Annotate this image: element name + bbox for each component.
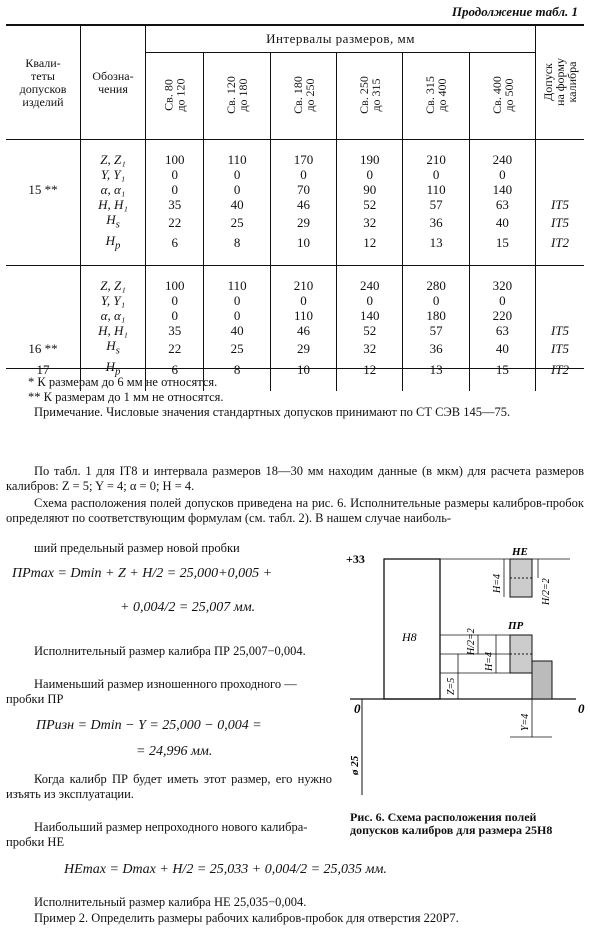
label-plus33: +33: [346, 552, 365, 566]
tolerance-cell: [536, 182, 584, 197]
tolerance-cell: [536, 167, 584, 182]
value-cell: 36: [403, 338, 469, 359]
designation-cell: H, H₁: [81, 197, 146, 212]
value-cell: 110: [204, 278, 270, 293]
col-quality-text: Квали- теты допусков изделий: [19, 55, 67, 109]
value-cell: 90: [337, 182, 403, 197]
value-cell: 0: [469, 167, 535, 182]
value-cell: 320: [469, 278, 535, 293]
quality-cell: [6, 197, 81, 212]
interval-header-1: Св. 120 до 180: [204, 53, 270, 140]
value-cell: 40: [204, 197, 270, 212]
value-cell: 10: [270, 359, 336, 380]
paragraph-8: Пример 2. Определить размеры рабочих калибров-пробок для отверстия 220P7.: [34, 911, 459, 925]
tolerance-cell: [536, 293, 584, 308]
tolerance-cell: [536, 152, 584, 167]
value-cell: 220: [469, 308, 535, 323]
col-designation-header: [81, 25, 146, 140]
value-cell: 0: [270, 167, 336, 182]
col-designation-text: Обозна- чения: [92, 68, 134, 96]
value-cell: 0: [469, 293, 535, 308]
table-row: [6, 338, 584, 359]
formula-pr-worn-cont: = 24,996 мм.: [136, 744, 213, 759]
col-tolerance-text: Допуск на форму калибра: [541, 57, 580, 106]
label-y: Y=4: [520, 713, 531, 731]
value-cell: 140: [337, 308, 403, 323]
label-d25: ø 25: [349, 755, 361, 775]
value-cell: 70: [270, 182, 336, 197]
tolerance-table: [6, 24, 584, 391]
value-cell: 140: [469, 182, 535, 197]
he-field: [510, 559, 532, 597]
value-cell: 52: [337, 197, 403, 212]
value-cell: 29: [270, 212, 336, 233]
formula-he-max: HEmax = Dmax + H/2 = 25,033 + 0,004/2 = 25,035 мм.: [64, 862, 387, 877]
tolerance-cell: IT2: [551, 361, 570, 377]
value-cell: 110: [204, 152, 270, 167]
designation-cell: α, α₁: [81, 308, 146, 323]
table-row: [6, 308, 584, 323]
value-cell: 210: [270, 278, 336, 293]
value-cell: 40: [204, 323, 270, 338]
label-h8: H8: [402, 630, 417, 644]
quality-cell: [6, 293, 81, 308]
pr-field: [510, 635, 532, 673]
value-cell: 190: [337, 152, 403, 167]
continuation-label: Продолжение табл. 1: [451, 4, 578, 19]
value-cell: 110: [270, 308, 336, 323]
table-row: [6, 167, 584, 182]
quality-cell: [6, 308, 81, 323]
footnote-2: ** К размерам до 1 мм не относятся.: [28, 390, 224, 404]
value-cell: 52: [337, 323, 403, 338]
value-cell: 57: [403, 323, 469, 338]
value-cell: 0: [337, 167, 403, 182]
table-row: [6, 323, 584, 338]
paragraph-3: Исполнительный размер калибра ПР 25,007−0,004.: [34, 644, 306, 658]
value-cell: 13: [403, 233, 469, 254]
value-cell: 0: [204, 293, 270, 308]
paragraph-2-end: ший предельный размер новой пробки: [34, 541, 240, 555]
tolerance-diagram: [340, 545, 590, 807]
interval-header-2: Св. 180 до 250: [270, 53, 336, 140]
table-row: [6, 233, 584, 254]
designation-cell: Y, Y₁: [81, 293, 146, 308]
table-row: [6, 212, 584, 233]
value-cell: 0: [204, 182, 270, 197]
formula-pr-max-cont: + 0,004/2 = 25,007 мм.: [120, 600, 256, 615]
figure-caption: Рис. 6. Схема расположения полей допусков калибров для размера 25H8: [350, 810, 553, 837]
value-cell: 46: [270, 197, 336, 212]
label-pr-h2: H/2=2: [466, 628, 477, 655]
value-cell: 32: [337, 212, 403, 233]
quality-cell: 17: [6, 359, 81, 380]
designation-cell: Y, Y₁: [81, 167, 146, 182]
formula-pr-max: ПPmax = Dmin + Z + H/2 = 25,000+0,005 +: [12, 566, 273, 581]
value-cell: 280: [403, 278, 469, 293]
tolerance-cell: [536, 308, 584, 323]
value-cell: 0: [146, 167, 204, 182]
designation-cell: $H_p$: [81, 233, 146, 254]
quality-cell: 16 **: [6, 338, 81, 359]
value-cell: 6: [146, 359, 204, 380]
tolerance-cell: IT5: [551, 197, 570, 212]
value-cell: 0: [146, 293, 204, 308]
label-he: HE: [512, 546, 528, 558]
col-quality-header: [6, 25, 81, 140]
paragraph-6: Наибольший размер непроходного нового калибра-пробки НЕ: [6, 820, 308, 849]
quality-cell: [6, 323, 81, 338]
label-pr: ПР: [508, 620, 524, 632]
designation-cell: Z, Z₁: [81, 278, 146, 293]
paragraph-4: Наименьший размер изношенного проходного — пробки ПР: [6, 677, 297, 706]
label-he-h: H=4: [492, 574, 503, 593]
value-cell: 0: [403, 293, 469, 308]
value-cell: 36: [403, 212, 469, 233]
value-cell: 12: [337, 233, 403, 254]
table-row: [6, 278, 584, 293]
tolerance-cell: IT5: [551, 214, 570, 230]
value-cell: 0: [204, 308, 270, 323]
value-cell: 8: [204, 359, 270, 380]
value-cell: 180: [403, 308, 469, 323]
designation-cell: Z, Z₁: [81, 152, 146, 167]
value-cell: 15: [469, 359, 535, 380]
value-cell: 46: [270, 323, 336, 338]
paragraph-5: Когда калибр ПР будет иметь этот размер, его нужно изъять из эксплуатации.: [6, 772, 332, 801]
value-cell: 10: [270, 233, 336, 254]
value-cell: 240: [337, 278, 403, 293]
value-cell: 0: [146, 182, 204, 197]
quality-cell: [6, 212, 81, 233]
value-cell: 0: [204, 167, 270, 182]
paragraph-7: Исполнительный размер калибра НЕ 25,035−0,004.: [34, 895, 307, 909]
label-pr-h: H=4: [484, 652, 495, 671]
label-z: Z=5: [446, 677, 457, 695]
value-cell: 8: [204, 233, 270, 254]
value-cell: 12: [337, 359, 403, 380]
value-cell: 35: [146, 323, 204, 338]
value-cell: 25: [204, 338, 270, 359]
table-note: Примечание. Числовые значения стандартных допусков принимают по СТ СЭВ 145—75.: [34, 405, 511, 419]
quality-cell: [6, 152, 81, 167]
value-cell: 170: [270, 152, 336, 167]
designation-cell: α, α₁: [81, 182, 146, 197]
value-cell: 57: [403, 197, 469, 212]
tolerance-cell: IT5: [551, 340, 570, 356]
value-cell: 0: [337, 293, 403, 308]
value-cell: 110: [403, 182, 469, 197]
value-cell: 29: [270, 338, 336, 359]
quality-cell: 15 **: [6, 182, 81, 197]
value-cell: 40: [469, 212, 535, 233]
value-cell: 35: [146, 197, 204, 212]
value-cell: 100: [146, 152, 204, 167]
value-cell: 13: [403, 359, 469, 380]
tolerance-cell: IT2: [551, 235, 570, 251]
tolerance-cell: IT5: [551, 323, 570, 339]
table-bottom-rule: [6, 368, 584, 369]
interval-header-4: Св. 315 до 400: [403, 53, 469, 140]
value-cell: 6: [146, 233, 204, 254]
value-cell: 63: [469, 197, 535, 212]
paragraph-1: По табл. 1 для IT8 и интервала размеров 18—30 мм находим данные (в мкм) для расчета размеров калибров: Z = 5; Y = 4; α = 0; H = 4.: [6, 464, 584, 493]
value-cell: 0: [270, 293, 336, 308]
quality-cell: [6, 233, 81, 254]
value-cell: 32: [337, 338, 403, 359]
quality-cell: [6, 278, 81, 293]
table-row: [6, 152, 584, 167]
value-cell: 210: [403, 152, 469, 167]
formula-pr-worn: ПPизн = Dmin − Y = 25,000 − 0,004 =: [36, 718, 262, 733]
value-cell: 22: [146, 212, 204, 233]
footnote-1: * К размерам до 6 мм не относятся.: [28, 375, 218, 389]
quality-cell: [6, 167, 81, 182]
table-row: [6, 182, 584, 197]
intervals-header: Интервалы размеров, мм: [146, 25, 536, 53]
table-row: [6, 197, 584, 212]
table-row: [6, 293, 584, 308]
pr-wear-field: [532, 661, 552, 699]
value-cell: 40: [469, 338, 535, 359]
designation-cell: H, H₁: [81, 323, 146, 338]
designation-cell: $H_p$: [81, 359, 146, 380]
designation-cell: $H_s$: [81, 338, 146, 359]
tolerance-cell: [536, 278, 584, 293]
value-cell: 0: [403, 167, 469, 182]
label-he-h2: H/2=2: [541, 578, 552, 605]
value-cell: 15: [469, 233, 535, 254]
interval-header-0: Св. 80 до 120: [146, 53, 204, 140]
value-cell: 240: [469, 152, 535, 167]
value-cell: 0: [146, 308, 204, 323]
col-tolerance-header: [536, 25, 584, 140]
designation-cell: $H_s$: [81, 212, 146, 233]
value-cell: 63: [469, 323, 535, 338]
value-cell: 25: [204, 212, 270, 233]
label-zero-right: 0: [578, 701, 585, 716]
label-zero-left: 0: [354, 701, 361, 716]
paragraph-2: Схема расположения полей допусков приведена на рис. 6. Исполнительные размеры калибров-пробок определяют по соответствующим формулам (см. табл. 2). В нашем случае наиболь-: [6, 496, 584, 525]
h8-field: [384, 559, 440, 699]
value-cell: 100: [146, 278, 204, 293]
interval-header-5: Св. 400 до 500: [469, 53, 535, 140]
interval-header-3: Св. 250 до 315: [337, 53, 403, 140]
value-cell: 22: [146, 338, 204, 359]
